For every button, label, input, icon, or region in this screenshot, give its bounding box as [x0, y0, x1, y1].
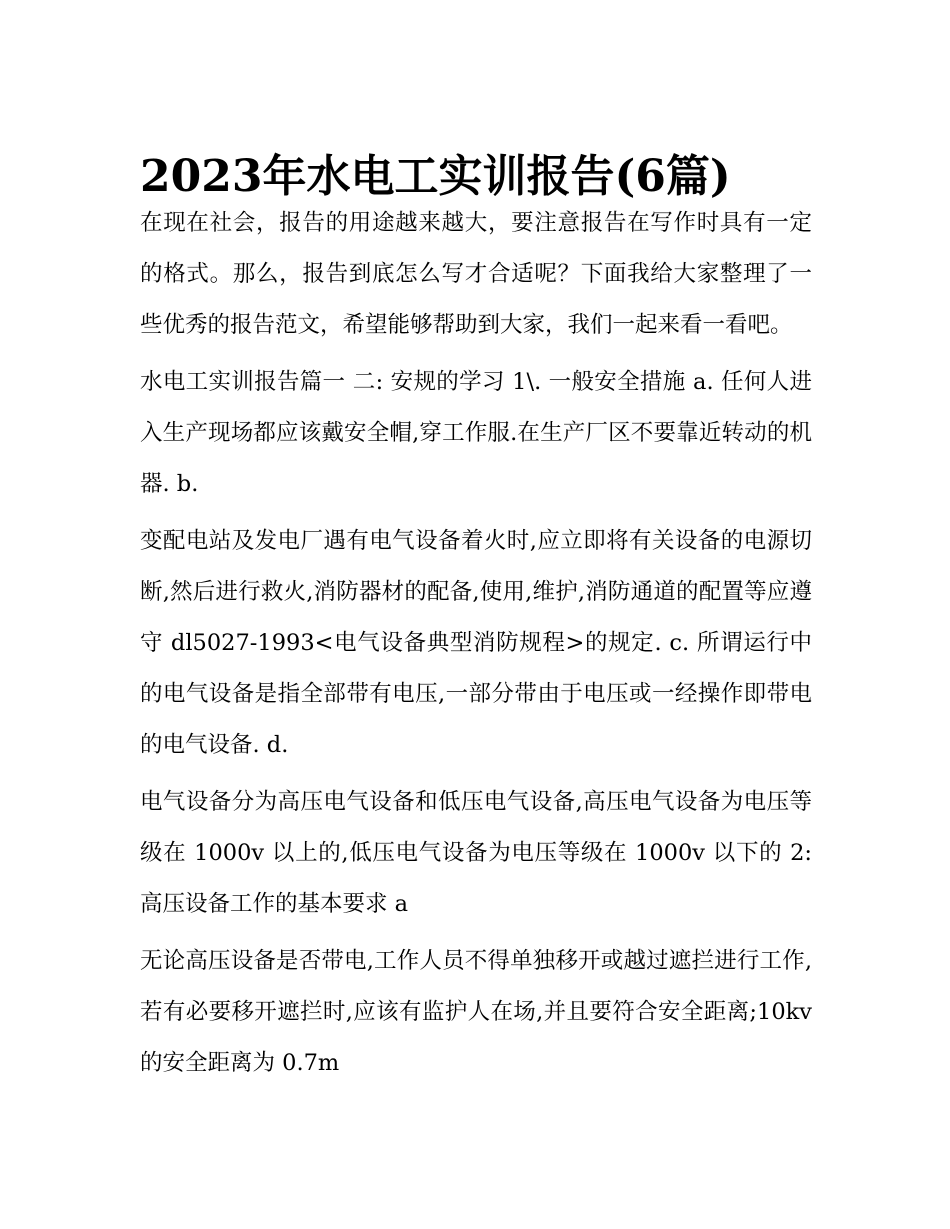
page-title: 2023年水电工实训报告(6篇)	[140, 151, 731, 203]
paragraph-fire-handling: 变配电站及发电厂遇有电气设备着火时,应立即将有关设备的电源切断,然后进行救火,消防器材的配备,使用,维护,消防通道的配置等应遵守 dl5027-1993<电气设备典型消防规程>的规定. c. 所谓运行中的电气设备是指全部带有电压,一部分带由于电压或一经操作即带电的电气设备. d.	[140, 528, 812, 758]
paragraph-safe-distance: 无论高压设备是否带电,工作人员不得单独移开或越过遮拦进行工作,若有必要移开遮拦时,应该有监护人在场,并且要符合安全距离;10kv 的安全距离为 0.7m	[140, 948, 812, 1076]
paragraph-voltage-classes: 电气设备分为高压电气设备和低压电气设备,高压电气设备为电压等级在 1000v 以上的,低压电气设备为电压等级在 1000v 以下的 2: 高压设备工作的基本要求 a	[140, 789, 812, 917]
paragraph-intro: 在现在社会，报告的用途越来越大，要注意报告在写作时具有一定的格式。那么，报告到底怎么写才合适呢？下面我给大家整理了一些优秀的报告范文，希望能够帮助到大家，我们一起来看一看吧。	[140, 210, 812, 338]
document-body	[140, 198, 812, 1089]
paragraph-safety-rules: 水电工实训报告篇一 二: 安规的学习 1\. 一般安全措施 a. 任何人进入生产现场都应该戴安全帽,穿工作服.在生产厂区不要靠近转动的机器. b.	[140, 369, 812, 497]
